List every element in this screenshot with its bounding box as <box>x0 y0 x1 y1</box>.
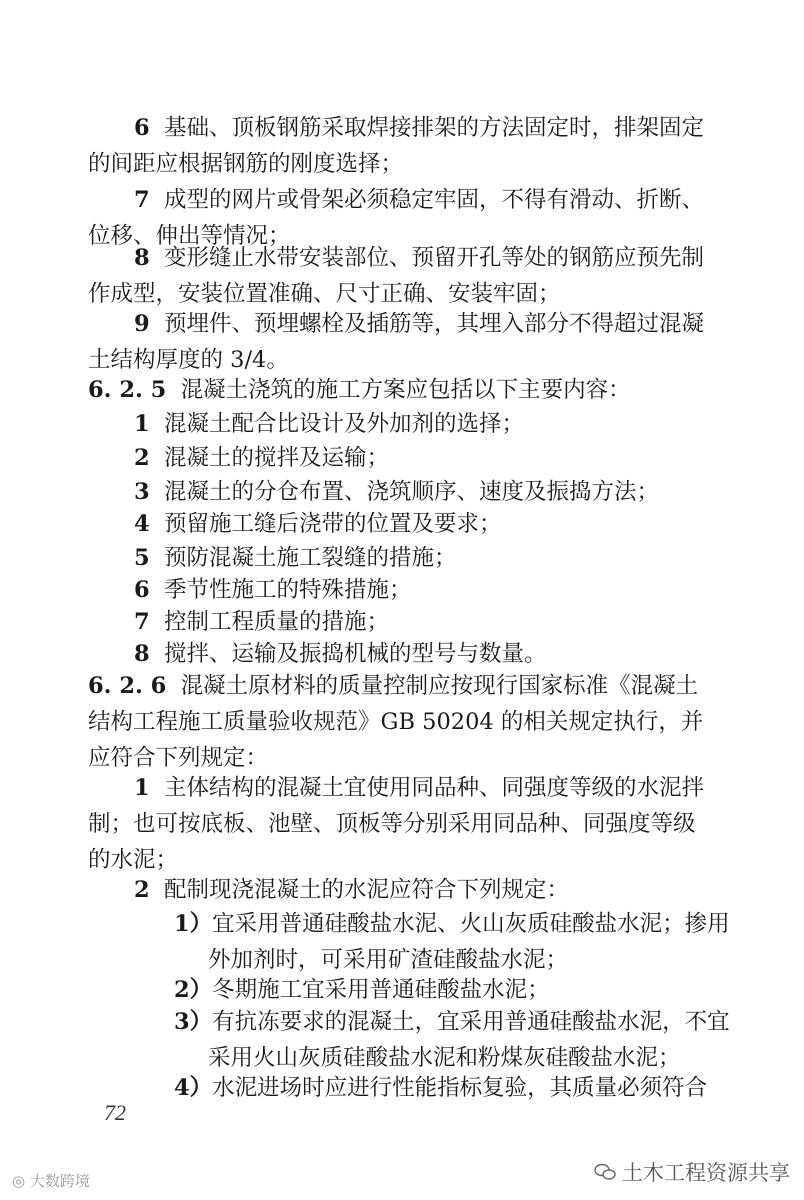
paragraph-item-8: 8 变形缝止水带安装部位、预留开孔等处的钢筋应预先制作成型，安装位置准确、尺寸正确、安装牢固； <box>88 245 704 307</box>
list-item: 5 预防混凝土施工裂缝的措施； <box>134 545 457 571</box>
sub-item: 2）冬期施工宜采用普通硅酸盐水泥； <box>174 977 550 1003</box>
list-item: 1 混凝土配合比设计及外加剂的选择； <box>134 411 524 437</box>
list-item: 3 混凝土的分仓布置、浇筑顺序、速度及振捣方法； <box>134 479 659 505</box>
sub-item: 3）有抗冻要求的混凝土，宜采用普通硅酸盐水泥，不宜采用火山灰质硅酸盐水泥和粉煤灰硅酸盐水泥； <box>174 1009 730 1071</box>
wechat-icon <box>594 1163 616 1181</box>
sub-item: 1）宜采用普通硅酸盐水泥、火山灰质硅酸盐水泥；掺用外加剂时，可采用矿渣硅酸盐水泥； <box>174 911 730 973</box>
list-item: 2 混凝土的搅拌及运输； <box>134 445 389 471</box>
list-item: 7 控制工程质量的措施； <box>134 609 389 635</box>
watermark-left: ◎ 大数跨境 <box>12 1172 90 1190</box>
paragraph-item-9: 9 预埋件、预埋螺栓及插筋等，其埋入部分不得超过混凝土结构厚度的 3/4。 <box>88 311 704 373</box>
watermark-logo-icon: ◎ <box>12 1172 26 1190</box>
watermark-right: 土木工程资源共享 <box>594 1157 790 1187</box>
list-item: 8 搅拌、运输及振捣机械的型号与数量。 <box>134 641 547 667</box>
paragraph-item-1: 1 主体结构的混凝土宜使用同品种、同强度等级的水泥拌制；也可按底板、池壁、顶板等分别采用同品种、同强度等级的水泥； <box>88 775 704 873</box>
clause-6-2-6: 6. 2. 6 混凝土原材料的质量控制应按现行国家标准《混凝土结构工程施工质量验收规范》GB 50204 的相关规定执行，并应符合下列规定： <box>88 673 704 771</box>
clause-6-2-5: 6. 2. 5 混凝土浇筑的施工方案应包括以下主要内容： <box>88 377 631 403</box>
paragraph-item-6: 6 基础、顶板钢筋采取焊接排架的方法固定时，排架固定的间距应根据钢筋的刚度选择； <box>88 115 704 177</box>
paragraph-item-2: 2 配制现浇混凝土的水泥应符合下列规定： <box>134 877 569 903</box>
page-number: 72 <box>104 1100 126 1125</box>
list-item: 6 季节性施工的特殊措施； <box>134 577 412 603</box>
sub-item: 4）水泥进场时应进行性能指标复验，其质量必须符合 <box>174 1075 708 1101</box>
list-item: 4 预留施工缝后浇带的位置及要求； <box>134 511 502 537</box>
paragraph-item-7: 7 成型的网片或骨架必须稳定牢固，不得有滑动、折断、位移、伸出等情况； <box>88 187 704 249</box>
